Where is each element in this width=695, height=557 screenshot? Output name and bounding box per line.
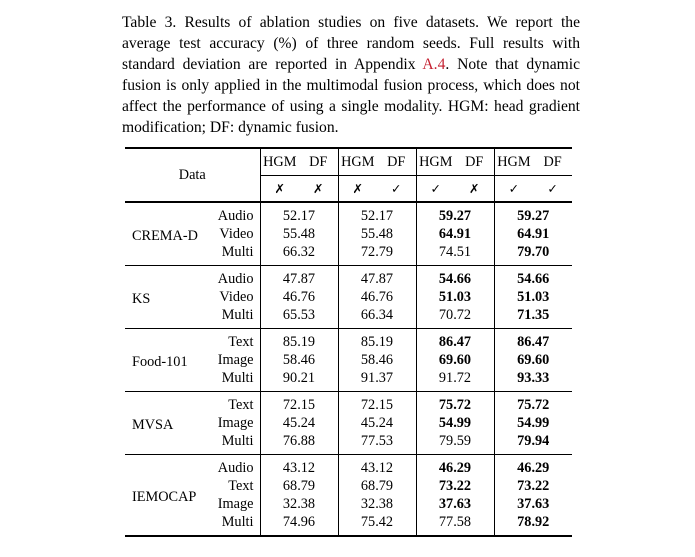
value-cell: 52.17 — [260, 202, 338, 225]
flag-header-cell — [260, 176, 338, 203]
value-cell: 74.96 — [260, 513, 338, 536]
value-cell: 52.17 — [338, 202, 416, 225]
value-cell: 45.24 — [260, 414, 338, 432]
value-cell: 54.66 — [494, 266, 572, 289]
hgm-label: HGM — [263, 153, 297, 170]
value-cell: 54.66 — [416, 266, 494, 289]
df-label: DF — [387, 153, 406, 170]
hgm-label: HGM — [419, 153, 453, 170]
table-row — [125, 392, 572, 415]
value-cell: 46.29 — [494, 455, 572, 478]
dataset-block — [125, 392, 572, 455]
modality-label: Text — [228, 334, 254, 350]
value-cell: 78.92 — [494, 513, 572, 536]
value-cell: 73.22 — [416, 477, 494, 495]
value-cell: 72.79 — [338, 243, 416, 266]
flag-pair — [495, 181, 573, 196]
value-cell: 90.21 — [260, 369, 338, 392]
value-cell: 75.72 — [416, 392, 494, 415]
modality-label: Multi — [221, 370, 254, 386]
hgm-label: HGM — [497, 153, 531, 170]
value-cell: 55.48 — [260, 225, 338, 243]
modality-label: Image — [217, 415, 254, 431]
group-header-cell — [338, 148, 416, 176]
value-cell: 66.32 — [260, 243, 338, 266]
value-cell: 58.46 — [260, 351, 338, 369]
modality-label: Audio — [217, 208, 254, 224]
dataset-name: KS — [132, 291, 151, 307]
modality-label: Text — [228, 478, 254, 494]
modality-label: Multi — [221, 307, 254, 323]
cross-icon: ✗ — [469, 181, 480, 196]
flag-header-cell — [494, 176, 572, 203]
value-cell: 37.63 — [416, 495, 494, 513]
group-header-cell — [416, 148, 494, 176]
df-label: DF — [465, 153, 484, 170]
value-cell: 64.91 — [494, 225, 572, 243]
check-icon: ✓ — [547, 181, 558, 196]
value-cell: 45.24 — [338, 414, 416, 432]
check-icon: ✓ — [391, 181, 402, 196]
ablation-table — [125, 147, 572, 537]
table-row — [125, 266, 572, 289]
value-cell: 75.72 — [494, 392, 572, 415]
appendix-link[interactable]: A.4 — [422, 55, 446, 73]
value-cell: 77.58 — [416, 513, 494, 536]
value-cell: 54.99 — [494, 414, 572, 432]
value-cell: 46.29 — [416, 455, 494, 478]
value-cell: 75.42 — [338, 513, 416, 536]
value-cell: 43.12 — [260, 455, 338, 478]
modality-label: Audio — [217, 271, 254, 287]
value-cell: 79.70 — [494, 243, 572, 266]
value-cell: 73.22 — [494, 477, 572, 495]
table-caption — [122, 13, 580, 138]
value-cell: 58.46 — [338, 351, 416, 369]
data-column-header: Data — [178, 166, 206, 183]
df-label: DF — [543, 153, 562, 170]
value-cell: 46.76 — [338, 288, 416, 306]
flag-header-cell — [338, 176, 416, 203]
dataset-block — [125, 455, 572, 537]
value-cell: 32.38 — [260, 495, 338, 513]
modality-label: Image — [217, 496, 254, 512]
modality-label: Multi — [221, 514, 254, 530]
header-row-groups — [125, 148, 572, 176]
value-cell: 77.53 — [338, 432, 416, 455]
group-label-pair — [339, 154, 416, 171]
check-icon: ✓ — [508, 181, 520, 196]
modality-label: Text — [228, 397, 254, 413]
value-cell: 55.48 — [338, 225, 416, 243]
value-cell: 91.37 — [338, 369, 416, 392]
group-label-pair — [417, 154, 494, 171]
value-cell: 70.72 — [416, 306, 494, 329]
value-cell: 91.72 — [416, 369, 494, 392]
value-cell: 68.79 — [260, 477, 338, 495]
table-row — [125, 329, 572, 352]
value-cell: 69.60 — [416, 351, 494, 369]
modality-label: Video — [219, 226, 254, 242]
cross-icon: ✗ — [313, 181, 324, 196]
value-cell: 79.59 — [416, 432, 494, 455]
flag-header-cell — [416, 176, 494, 203]
dataset-name: IEMOCAP — [132, 489, 197, 505]
dataset-name: Food-101 — [132, 354, 188, 370]
dataset-name: MVSA — [132, 417, 174, 433]
group-label-pair — [261, 154, 338, 171]
value-cell: 54.99 — [416, 414, 494, 432]
value-cell: 72.15 — [260, 392, 338, 415]
modality-label: Audio — [217, 460, 254, 476]
dataset-block — [125, 202, 572, 266]
hgm-label: HGM — [341, 153, 375, 170]
value-cell: 51.03 — [416, 288, 494, 306]
dataset-block — [125, 266, 572, 329]
group-header-cell — [494, 148, 572, 176]
caption-text-after: . Note that dynamic fusion is only applied in the multimodal fusion process, which does not affect the performance of using a single modality. HGM: head gradient modification; DF: dynamic fusion. — [122, 55, 581, 136]
value-cell: 47.87 — [338, 266, 416, 289]
group-label-pair — [495, 154, 573, 171]
value-cell: 71.35 — [494, 306, 572, 329]
value-cell: 69.60 — [494, 351, 572, 369]
value-cell: 64.91 — [416, 225, 494, 243]
value-cell: 86.47 — [416, 329, 494, 352]
dataset-name: CREMA-D — [132, 228, 198, 244]
value-cell: 86.47 — [494, 329, 572, 352]
value-cell: 59.27 — [416, 202, 494, 225]
value-cell: 47.87 — [260, 266, 338, 289]
value-cell: 76.88 — [260, 432, 338, 455]
group-header-cell — [260, 148, 338, 176]
value-cell: 68.79 — [338, 477, 416, 495]
value-cell: 46.76 — [260, 288, 338, 306]
flag-pair — [417, 181, 494, 196]
value-cell: 74.51 — [416, 243, 494, 266]
check-icon: ✓ — [430, 181, 441, 196]
value-cell: 43.12 — [338, 455, 416, 478]
table-row — [125, 455, 572, 478]
modality-label: Video — [219, 289, 254, 305]
table-header — [125, 148, 572, 202]
cross-icon: ✗ — [352, 181, 363, 196]
value-cell: 66.34 — [338, 306, 416, 329]
df-label: DF — [309, 153, 328, 170]
value-cell: 32.38 — [338, 495, 416, 513]
modality-label: Multi — [221, 433, 254, 449]
modality-label: Image — [217, 352, 254, 368]
table-row — [125, 202, 572, 225]
value-cell: 65.53 — [260, 306, 338, 329]
cross-icon: ✗ — [274, 181, 285, 196]
value-cell: 79.94 — [494, 432, 572, 455]
modality-label: Multi — [221, 244, 254, 260]
value-cell: 85.19 — [338, 329, 416, 352]
value-cell: 59.27 — [494, 202, 572, 225]
value-cell: 85.19 — [260, 329, 338, 352]
value-cell: 37.63 — [494, 495, 572, 513]
value-cell: 51.03 — [494, 288, 572, 306]
flag-pair — [261, 181, 338, 196]
caption-text-before: Table 3. Results of ablation studies on five datasets. We report the average test accuracy (%) of three random seeds. Full results with standard deviation are reported in Appendix — [122, 14, 580, 73]
flag-pair — [339, 181, 416, 196]
value-cell: 93.33 — [494, 369, 572, 392]
dataset-block — [125, 329, 572, 392]
value-cell: 72.15 — [338, 392, 416, 415]
ablation-table-wrapper — [125, 147, 572, 537]
